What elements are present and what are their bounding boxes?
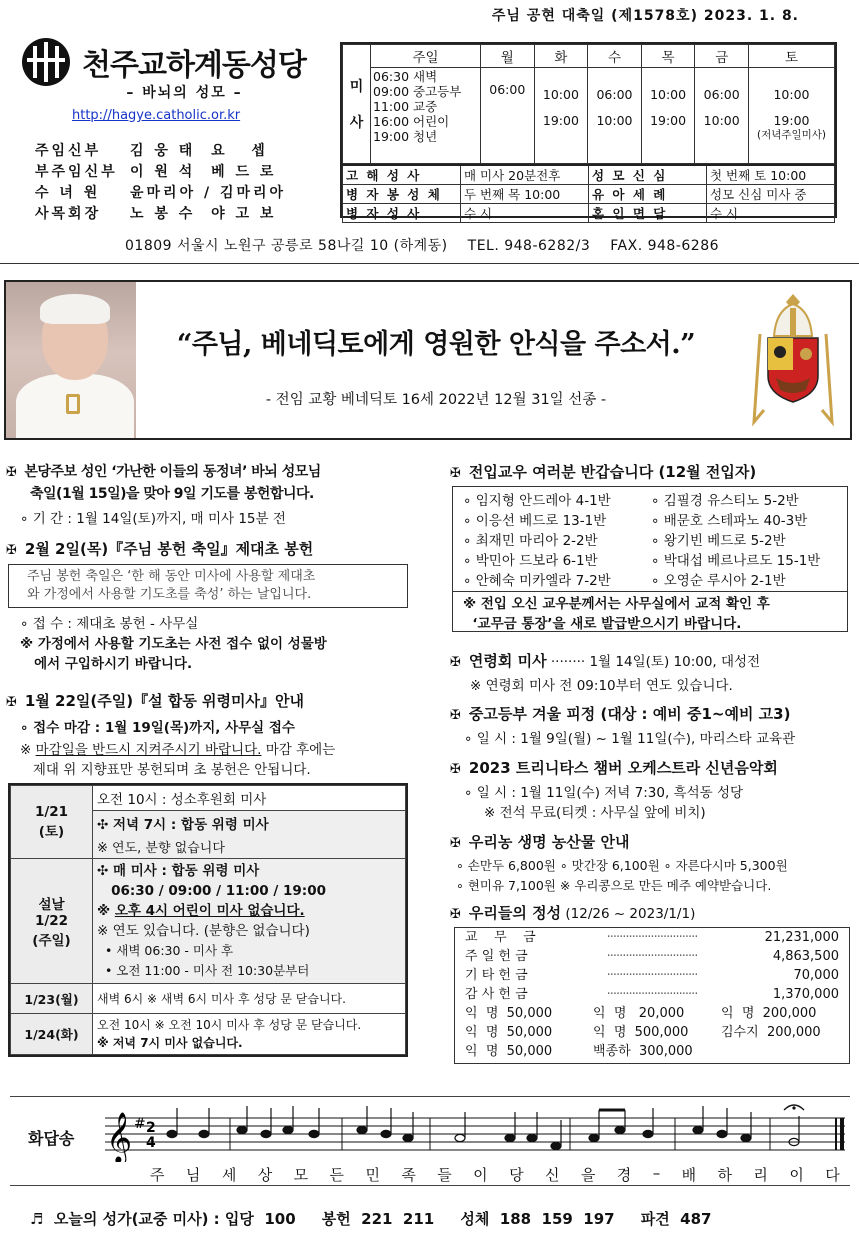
- lyric-syllable: 당: [509, 1166, 524, 1184]
- lyric-syllable: –: [652, 1164, 661, 1182]
- issue-line: 주님 공현 대축일 (제1578호) 2023. 1. 8.: [491, 8, 799, 24]
- contact-line: [0, 235, 859, 255]
- text-line: ※ 연령회 미사 전 09:10부터 연도 있습니다.: [470, 678, 733, 694]
- section-title: ✠ 본당주보 성인 ‘가난한 이들의 동정녀’ 바뇌 성모님: [6, 464, 321, 480]
- mass-side-label: 미 사: [343, 45, 371, 164]
- staff-role: 주임신부: [35, 143, 102, 159]
- banner-caption: - 전임 교황 베네딕토 16세 2022년 12월 31일 선종 -: [265, 392, 607, 408]
- website-link[interactable]: http://hagye.catholic.or.kr: [72, 108, 241, 123]
- section-title: ✠ 1월 22일(주일)『설 합동 위령미사』안내: [6, 692, 304, 710]
- sacrament-name: 병 자 봉 성 체: [343, 185, 461, 204]
- date-cell: 1/24(화): [11, 1014, 93, 1055]
- table-cell: 오전 10시 : 성소후원회 미사: [93, 786, 406, 811]
- lyric-syllable: 하: [717, 1166, 732, 1184]
- day-header: 금: [695, 45, 749, 68]
- hymn-numbers: ♬ 오늘의 성가(교중 미사) : 입당 100 봉헌 221 211 성체 188 159 197 파견 487: [30, 1210, 712, 1228]
- list-item: ∘ 박민아 드보라 6-1반 ∘ 박대섭 베르나르도 15-1반: [463, 553, 821, 569]
- text-line: ※ 가정에서 사용할 기도초는 사전 접수 없이 성물방: [20, 636, 327, 652]
- staff-row: [35, 203, 315, 223]
- newcomer-box: [452, 486, 848, 632]
- staff-role: 부주임신부: [35, 164, 118, 180]
- section-title: ✠ 전입교우 여러분 반갑습니다 (12월 전입자): [450, 463, 757, 481]
- section-title: ✠ 우리농 생명 농산물 안내: [450, 833, 630, 851]
- phone: TEL. 948-6282/3: [467, 238, 591, 254]
- sunday-times: 06:30 새벽 09:00 중고등부 11:00 교중 16:00 어린이 19:00 청년: [371, 68, 481, 164]
- svg-text:#: #: [134, 1116, 146, 1132]
- offering-row: 교 무 금 ····························· 21,231,000: [465, 930, 839, 945]
- svg-text:4: 4: [146, 1135, 156, 1151]
- church-subtitle: – 바뇌의 성모 –: [126, 85, 243, 101]
- text-line: ∘ 기 간 : 1월 14일(토)까지, 매 미사 15분 전: [20, 511, 286, 527]
- lyric-syllable: 민: [365, 1166, 380, 1184]
- sacrament-info: 수 시: [707, 204, 835, 223]
- donor-row: 익 명 50,000 익 명 500,000 김수지 200,000: [465, 1025, 821, 1040]
- text-line: ∘ 접 수 : 제대초 봉헌 - 사무실: [20, 616, 199, 632]
- section-title-cont: 축일(1월 15일)을 맞아 9일 기도를 봉헌합니다.: [30, 486, 314, 502]
- text-line: ∘ 일 시 : 1월 11일(수) 저녁 7:30, 흑석동 성당: [464, 785, 744, 801]
- address: 01809 서울시 노원구 공릉로 58나길 10 (하계동): [125, 238, 448, 254]
- text-line: ∘ 현미유 7,100원 ※ 우리콩으로 만든 메주 예약받습니다.: [456, 878, 772, 893]
- sacrament-info: 첫 번째 토 10:00: [707, 165, 835, 185]
- table-cell: ✣ 매 미사 : 합동 위령 미사 06:30 / 09:00 / 11:00 / 19:00 ※ 오후 4시 어린이 미사 없습니다. ※ 연도 있습니다. (분향은 없습니다) • 새벽 06:30 - 미사 후 • 오전 11:00 - 미사 전 10:30분부터: [93, 859, 406, 984]
- text-line: ※ 전석 무료(티켓 : 사무실 앞에 비치): [484, 805, 706, 821]
- section-title: ✠ 우리들의 정성 (12/26 ~ 2023/1/1): [450, 904, 696, 922]
- wed-times: 06:00 10:00: [588, 68, 642, 164]
- thu-times: 10:00 19:00: [641, 68, 695, 164]
- music-staff-icon: [100, 1102, 850, 1162]
- text-line: 제대 위 지향표만 봉헌되며 초 봉헌은 안됩니다.: [20, 762, 311, 778]
- svg-text:2: 2: [146, 1120, 156, 1136]
- text-line: ∘ 접수 마감 : 1월 19일(목)까지, 사무실 접수: [20, 720, 295, 736]
- lyric-syllable: 신: [544, 1166, 560, 1184]
- fax: FAX. 948-6286: [610, 238, 720, 254]
- offering-row: 감 사 헌 금 ····························· 1,370,000: [465, 987, 839, 1002]
- sacrament-name: 성 모 신 심: [589, 165, 707, 185]
- pope-photo: [6, 282, 136, 438]
- section-title: ✠ 2월 2일(목)『주님 봉헌 축일』제대초 봉헌: [6, 540, 314, 558]
- lyrics-line: [150, 1164, 840, 1185]
- day-header: 목: [641, 45, 695, 68]
- lyric-syllable: 이: [473, 1166, 488, 1184]
- sacrament-info: 성모 신심 미사 중: [707, 185, 835, 204]
- psalm-title: 화답송: [28, 1129, 75, 1148]
- date-cell: 설날 1/22 (주일): [11, 859, 93, 984]
- info-box: 주님 봉헌 축일은 ‘한 해 동안 미사에 사용할 제대초 와 가정에서 사용할 기도초를 축성’ 하는 날입니다.: [8, 564, 408, 608]
- sacrament-info: 두 번째 목 10:00: [461, 185, 589, 204]
- donor-row: 익 명 50,000 백종하 300,000: [465, 1044, 693, 1059]
- section-bullet-icon: ✠: [450, 907, 461, 922]
- section-bullet-icon: ✠: [450, 762, 461, 777]
- coat-of-arms-icon: [746, 290, 841, 430]
- staff-role: 수 녀 원: [35, 185, 101, 201]
- section-bullet-icon: ✠: [6, 465, 17, 480]
- lyric-syllable: 든: [329, 1166, 345, 1184]
- section-bullet-icon: ✠: [450, 836, 461, 851]
- lyric-syllable: 경: [616, 1166, 632, 1184]
- staff-row: [35, 140, 315, 160]
- text-line: ※ 마감일을 반드시 지켜주시기 바랍니다. 마감 후에는: [20, 742, 336, 758]
- lyric-syllable: 들: [437, 1166, 452, 1184]
- newcomer-note: ※ 전입 오신 교우분께서는 사무실에서 교적 확인 후 ‘교무금 통장’을 새로 발급받으시기 바랍니다.: [453, 591, 847, 634]
- lyric-syllable: 모: [293, 1166, 309, 1184]
- mass-schedule-table: [340, 42, 837, 221]
- sacrament-name: 병 자 성 사: [343, 204, 461, 223]
- list-item: ∘ 이응선 베드로 13-1반 ∘ 배문호 스테파노 40-3반: [463, 513, 808, 529]
- sacrament-name: 고 해 성 사: [343, 165, 461, 185]
- day-header: 화: [534, 45, 588, 68]
- memorial-banner: [4, 280, 852, 440]
- lyric-syllable: 배: [681, 1166, 697, 1184]
- staff-row: [35, 182, 315, 202]
- lyric-syllable: 을: [580, 1166, 596, 1184]
- svg-text:𝄞: 𝄞: [106, 1112, 133, 1162]
- day-header: 주일: [371, 45, 481, 68]
- lyric-syllable: 님: [185, 1166, 201, 1184]
- lyric-syllable: 족: [401, 1166, 416, 1184]
- lyric-syllable: 상: [257, 1166, 273, 1184]
- tue-times: 10:00 19:00: [534, 68, 588, 164]
- staff-name: 노 봉 수 야 고 보: [130, 206, 277, 222]
- sacrament-info: 매 미사 20분전후: [461, 165, 589, 185]
- section-bullet-icon: ✠: [6, 543, 17, 558]
- section-title: ✠ 연령회 미사 ········ 1월 14일(토) 10:00, 대성전: [450, 652, 761, 670]
- day-header: 수: [588, 45, 642, 68]
- divider: [0, 263, 859, 264]
- section-bullet-icon: ✠: [450, 466, 461, 481]
- staff-name: 김 웅 태 요 셉: [130, 143, 268, 159]
- lyric-syllable: 세: [221, 1166, 237, 1184]
- staff-row: [35, 161, 315, 181]
- lyric-syllable: 이: [789, 1166, 804, 1184]
- sacrament-name: 유 아 세 례: [589, 185, 707, 204]
- section-bullet-icon: ✠: [450, 655, 461, 670]
- offering-row: 주 일 헌 금 ····························· 4,863,500: [465, 949, 839, 964]
- date-cell: 1/23(월): [11, 984, 93, 1014]
- offering-box: [454, 927, 850, 1064]
- lyric-syllable: 주: [150, 1166, 165, 1184]
- fri-times: 06:00 10:00: [695, 68, 749, 164]
- section-bullet-icon: ✠: [450, 708, 461, 723]
- sacrament-info: 수 시: [461, 204, 589, 223]
- table-cell: 새벽 6시 ※ 새벽 6시 미사 후 성당 문 닫습니다.: [93, 984, 406, 1014]
- staff-role: 사목회장: [35, 206, 102, 222]
- table-cell: ※ 연도, 분향 없습니다: [93, 835, 406, 859]
- list-item: ∘ 안혜숙 미카엘라 7-2반 ∘ 오영순 루시아 2-1반: [463, 573, 786, 589]
- lyric-syllable: 다: [825, 1166, 840, 1184]
- church-name: 천주교하계동성당: [82, 48, 306, 83]
- sat-times: 10:00 19:00 (저녁주일미사): [749, 68, 835, 164]
- text-line: 에서 구입하시기 바랍니다.: [20, 656, 193, 672]
- staff-name: 이 원 석 베 드 로: [130, 164, 277, 180]
- day-header: 월: [481, 45, 535, 68]
- donor-row: 익 명 50,000 익 명 20,000 익 명 200,000: [465, 1006, 817, 1021]
- sacrament-name: 혼 인 면 담: [589, 204, 707, 223]
- section-title: ✠ 중고등부 겨울 피정 (대상 : 예비 중1~예비 고3): [450, 705, 791, 723]
- day-header: 토: [749, 45, 835, 68]
- list-item: ∘ 임지형 안드레아 4-1반 ∘ 김필경 유스티노 5-2반: [463, 493, 799, 509]
- section-bullet-icon: ✠: [6, 695, 17, 710]
- offering-row: 기 타 헌 금 ····························· 70,000: [465, 968, 839, 983]
- table-cell: ✣ 저녁 7시 : 합동 위령 미사: [93, 811, 406, 836]
- list-item: ∘ 최재민 마리아 2-2반 ∘ 왕기빈 베드로 5-2반: [463, 533, 786, 549]
- section-title: ✠ 2023 트리니타스 챔버 오케스트라 신년음악회: [450, 759, 778, 777]
- staff-name: 윤마리아 / 김마리아: [130, 185, 287, 201]
- banner-quote: “주님, 베네딕토에게 영원한 안식을 주소서.”: [176, 329, 696, 360]
- lyric-syllable: 리: [753, 1166, 768, 1184]
- text-line: ∘ 일 시 : 1월 9일(월) ~ 1월 11일(수), 마리스타 교육관: [464, 731, 796, 747]
- date-cell: 1/21 (토): [11, 786, 93, 859]
- table-cell: 오전 10시 ※ 오전 10시 미사 후 성당 문 닫습니다. ※ 저녁 7시 미사 없습니다.: [93, 1014, 406, 1055]
- memorial-mass-table: [8, 783, 408, 1057]
- church-logo-icon: [20, 36, 78, 88]
- text-line: ∘ 손만두 6,800원 ∘ 맛간장 6,100원 ∘ 자른다시마 5,300원: [456, 858, 788, 873]
- mon-times: 06:00: [481, 68, 535, 164]
